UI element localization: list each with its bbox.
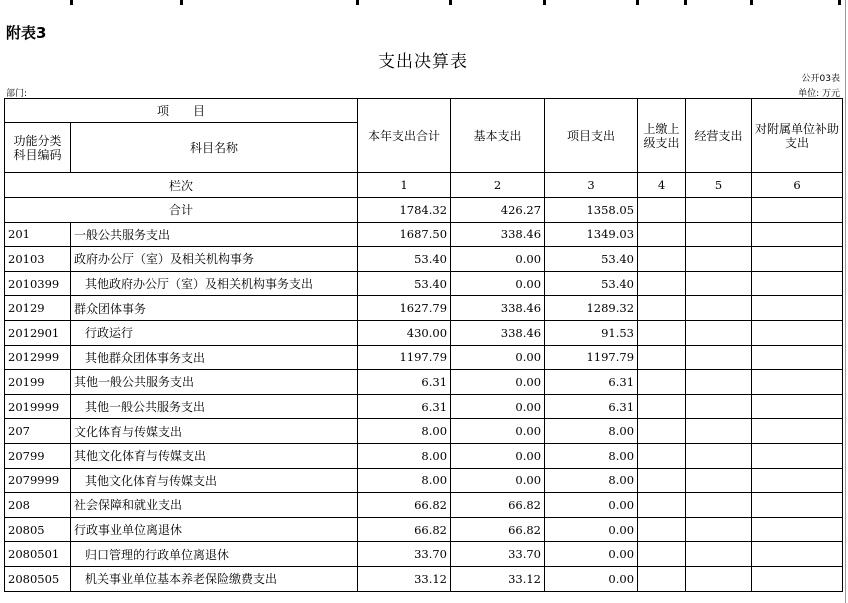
row-basic-expenditure: 0.00 (451, 345, 545, 370)
row-subsidiary-subsidy (752, 419, 843, 444)
row-code: 20199 (5, 370, 71, 395)
row-subsidiary-subsidy (752, 394, 843, 419)
total-label: 合计 (5, 198, 358, 223)
row-subsidiary-subsidy (752, 542, 843, 567)
row-subject-name: 其他一般公共服务支出 (71, 394, 358, 419)
row-code: 2019999 (5, 394, 71, 419)
row-total-expenditure: 33.12 (358, 566, 451, 591)
row-remit-superior (638, 493, 686, 518)
column-index-2: 2 (451, 173, 545, 198)
total-col4 (638, 198, 686, 223)
row-project-expenditure: 0.00 (545, 566, 638, 591)
table-row (5, 271, 843, 296)
row-subject-name: 其他群众团体事务支出 (71, 345, 358, 370)
table-row (5, 320, 843, 345)
row-basic-expenditure: 0.00 (451, 271, 545, 296)
column-marker (750, 0, 753, 5)
row-project-expenditure: 8.00 (545, 443, 638, 468)
row-total-expenditure: 1197.79 (358, 345, 451, 370)
row-subject-name: 政府办公厅（室）及相关机构事务 (71, 247, 358, 272)
row-operating-expenditure (686, 296, 752, 321)
column-marker (684, 0, 687, 5)
row-operating-expenditure (686, 345, 752, 370)
row-basic-expenditure: 66.82 (451, 493, 545, 518)
header-operating-expenditure: 经营支出 (686, 99, 752, 173)
row-remit-superior (638, 542, 686, 567)
row-code: 20799 (5, 443, 71, 468)
table-row (5, 443, 843, 468)
row-subject-name: 其他政府办公厅（室）及相关机构事务支出 (71, 271, 358, 296)
row-project-expenditure: 6.31 (545, 394, 638, 419)
row-project-expenditure: 0.00 (545, 517, 638, 542)
row-project-expenditure: 8.00 (545, 468, 638, 493)
row-total-expenditure: 53.40 (358, 247, 451, 272)
table-row (5, 419, 843, 444)
row-subsidiary-subsidy (752, 370, 843, 395)
row-subject-name: 其他一般公共服务支出 (71, 370, 358, 395)
row-code: 2012999 (5, 345, 71, 370)
column-marker (636, 0, 639, 5)
row-code: 2079999 (5, 468, 71, 493)
header-func-code: 功能分类科目编码 (5, 123, 71, 173)
department-label: 部门: (6, 89, 28, 99)
header-item: 项 目 (5, 99, 358, 123)
row-remit-superior (638, 271, 686, 296)
row-operating-expenditure (686, 468, 752, 493)
row-total-expenditure: 66.82 (358, 493, 451, 518)
row-subsidiary-subsidy (752, 566, 843, 591)
row-total-expenditure: 1627.79 (358, 296, 451, 321)
row-subsidiary-subsidy (752, 320, 843, 345)
row-total-expenditure: 6.31 (358, 394, 451, 419)
annex-label: 附表3 (6, 24, 47, 42)
row-subject-name: 归口管理的行政单位离退休 (71, 542, 358, 567)
row-remit-superior (638, 320, 686, 345)
row-total-expenditure: 1687.50 (358, 222, 451, 247)
column-index-5: 5 (686, 173, 752, 198)
row-project-expenditure: 0.00 (545, 542, 638, 567)
row-operating-expenditure (686, 222, 752, 247)
header-project-expenditure: 项目支出 (545, 99, 638, 173)
row-project-expenditure: 91.53 (545, 320, 638, 345)
row-operating-expenditure (686, 542, 752, 567)
table-row (5, 493, 843, 518)
row-total-expenditure: 8.00 (358, 443, 451, 468)
row-total-expenditure: 8.00 (358, 468, 451, 493)
row-remit-superior (638, 296, 686, 321)
row-remit-superior (638, 394, 686, 419)
table-row (5, 394, 843, 419)
row-subsidiary-subsidy (752, 468, 843, 493)
header-subject-name: 科目名称 (71, 123, 358, 173)
row-operating-expenditure (686, 320, 752, 345)
row-operating-expenditure (686, 247, 752, 272)
row-basic-expenditure: 33.70 (451, 542, 545, 567)
row-subject-name: 群众团体事务 (71, 296, 358, 321)
row-total-expenditure: 6.31 (358, 370, 451, 395)
total-col2: 426.27 (451, 198, 545, 223)
row-basic-expenditure: 0.00 (451, 443, 545, 468)
row-operating-expenditure (686, 566, 752, 591)
table-row (5, 296, 843, 321)
row-project-expenditure: 6.31 (545, 370, 638, 395)
expenditure-table (4, 98, 843, 592)
row-project-expenditure: 1197.79 (545, 345, 638, 370)
row-basic-expenditure: 0.00 (451, 419, 545, 444)
row-total-expenditure: 53.40 (358, 271, 451, 296)
row-remit-superior (638, 222, 686, 247)
page-title: 支出决算表 (378, 52, 468, 72)
column-marker (838, 0, 841, 5)
row-remit-superior (638, 370, 686, 395)
column-index-4: 4 (638, 173, 686, 198)
table-row (5, 566, 843, 591)
column-marker (70, 0, 73, 5)
row-operating-expenditure (686, 443, 752, 468)
row-code: 20805 (5, 517, 71, 542)
row-project-expenditure: 0.00 (545, 493, 638, 518)
column-index-6: 6 (752, 173, 843, 198)
row-code: 20129 (5, 296, 71, 321)
column-marker (356, 0, 359, 5)
header-subsidiary-subsidy: 对附属单位补助支出 (752, 99, 843, 173)
row-basic-expenditure: 33.12 (451, 566, 545, 591)
row-remit-superior (638, 443, 686, 468)
row-basic-expenditure: 66.82 (451, 517, 545, 542)
row-subsidiary-subsidy (752, 517, 843, 542)
form-number: 公开03表 (801, 74, 840, 84)
unit-label: 单位: 万元 (798, 89, 840, 99)
header-remit-superior: 上缴上级支出 (638, 99, 686, 173)
sheet-right-edge (845, 0, 846, 603)
row-remit-superior (638, 345, 686, 370)
row-subject-name: 社会保障和就业支出 (71, 493, 358, 518)
row-operating-expenditure (686, 394, 752, 419)
row-remit-superior (638, 566, 686, 591)
header-total-expenditure: 本年支出合计 (358, 99, 451, 173)
row-subsidiary-subsidy (752, 493, 843, 518)
row-subject-name: 机关事业单位基本养老保险缴费支出 (71, 566, 358, 591)
row-code: 207 (5, 419, 71, 444)
column-index-label: 栏次 (5, 173, 358, 198)
row-remit-superior (638, 247, 686, 272)
row-remit-superior (638, 468, 686, 493)
row-total-expenditure: 66.82 (358, 517, 451, 542)
row-subject-name: 一般公共服务支出 (71, 222, 358, 247)
row-subsidiary-subsidy (752, 443, 843, 468)
column-marker (180, 0, 183, 5)
row-code: 2080501 (5, 542, 71, 567)
row-code: 2012901 (5, 320, 71, 345)
row-total-expenditure: 8.00 (358, 419, 451, 444)
row-basic-expenditure: 338.46 (451, 320, 545, 345)
table-row (5, 542, 843, 567)
row-subject-name: 行政事业单位离退休 (71, 517, 358, 542)
row-basic-expenditure: 338.46 (451, 222, 545, 247)
row-subject-name: 其他文化体育与传媒支出 (71, 443, 358, 468)
row-project-expenditure: 1349.03 (545, 222, 638, 247)
total-row (5, 198, 843, 223)
row-basic-expenditure: 0.00 (451, 247, 545, 272)
row-operating-expenditure (686, 517, 752, 542)
total-col6 (752, 198, 843, 223)
row-operating-expenditure (686, 493, 752, 518)
row-basic-expenditure: 0.00 (451, 370, 545, 395)
row-subject-name: 文化体育与传媒支出 (71, 419, 358, 444)
row-basic-expenditure: 338.46 (451, 296, 545, 321)
table-row (5, 370, 843, 395)
header-basic-expenditure: 基本支出 (451, 99, 545, 173)
row-code: 208 (5, 493, 71, 518)
row-subject-name: 其他文化体育与传媒支出 (71, 468, 358, 493)
row-code: 201 (5, 222, 71, 247)
total-col1: 1784.32 (358, 198, 451, 223)
table-row (5, 345, 843, 370)
row-total-expenditure: 430.00 (358, 320, 451, 345)
row-project-expenditure: 53.40 (545, 271, 638, 296)
row-subsidiary-subsidy (752, 296, 843, 321)
row-code: 2010399 (5, 271, 71, 296)
row-subject-name: 行政运行 (71, 320, 358, 345)
row-operating-expenditure (686, 271, 752, 296)
column-marker (543, 0, 546, 5)
row-operating-expenditure (686, 370, 752, 395)
table-row (5, 468, 843, 493)
column-index-1: 1 (358, 173, 451, 198)
total-col3: 1358.05 (545, 198, 638, 223)
row-basic-expenditure: 0.00 (451, 394, 545, 419)
column-index-3: 3 (545, 173, 638, 198)
column-marker (449, 0, 452, 5)
row-remit-superior (638, 419, 686, 444)
row-subsidiary-subsidy (752, 345, 843, 370)
row-project-expenditure: 53.40 (545, 247, 638, 272)
row-project-expenditure: 1289.32 (545, 296, 638, 321)
table-row (5, 517, 843, 542)
row-subsidiary-subsidy (752, 271, 843, 296)
row-operating-expenditure (686, 419, 752, 444)
table-row (5, 247, 843, 272)
row-project-expenditure: 8.00 (545, 419, 638, 444)
row-total-expenditure: 33.70 (358, 542, 451, 567)
row-remit-superior (638, 517, 686, 542)
total-col5 (686, 198, 752, 223)
table-row (5, 222, 843, 247)
row-subsidiary-subsidy (752, 247, 843, 272)
row-code: 2080505 (5, 566, 71, 591)
row-code: 20103 (5, 247, 71, 272)
row-basic-expenditure: 0.00 (451, 468, 545, 493)
row-subsidiary-subsidy (752, 222, 843, 247)
